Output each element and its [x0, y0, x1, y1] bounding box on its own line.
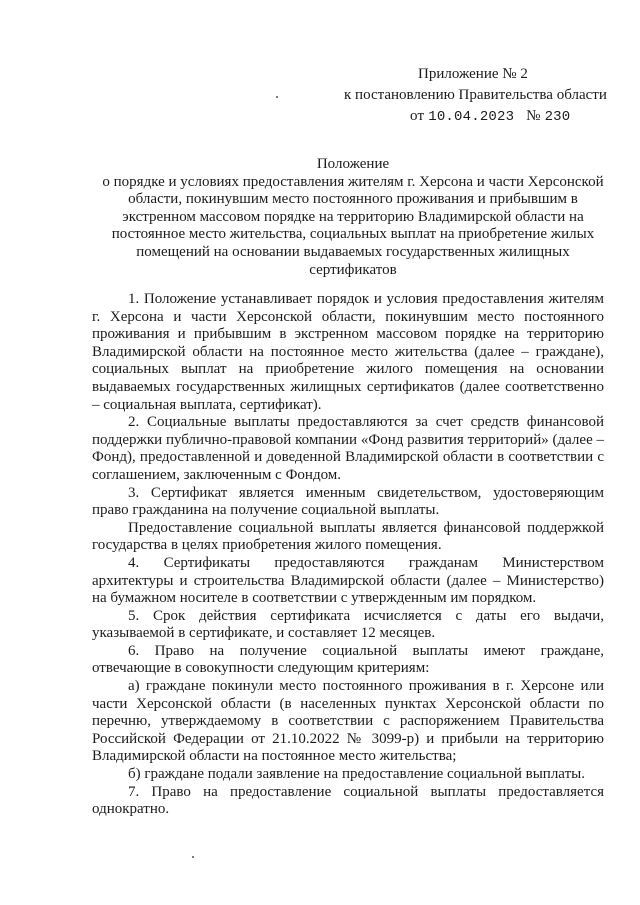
document-title: Положение — [316, 156, 390, 172]
resolution-number: 230 — [544, 109, 571, 126]
date-prefix: от — [410, 108, 425, 125]
paragraph-1: 1. Положение устанавливает порядок и условия предоставления жителям г. Херсона и части Херсонской области, покинувшим место постоянного проживания и прибывшим в экстренном массовом порядке на территорию Владимирской области на постоянное место жительства (далее – граждане), социальных выплат на приобретение жилого помещения на основании выдаваемых государственных жилищных сертификатов (далее соответственно – социальная выплата, сертификат). — [92, 291, 604, 413]
attachment-resolution-ref: к постановлению Правительства области — [344, 86, 607, 103]
resolution-date: 10.04.2023 — [428, 109, 515, 126]
paragraph-2: 2. Социальные выплаты предоставляются за счет средств финансовой поддержки публично-правовой компании «Фонд развития территорий» (далее – Фонд), предоставленной и доведенной Владимирской области в соответствии с соглашением, заключенным с Фондом. — [92, 414, 604, 483]
attachment-header — [330, 66, 610, 127]
paragraph-6: 6. Право на получение социальной выплаты имеют граждане, отвечающие в совокупности следующим критериям: — [92, 642, 604, 677]
paragraph-6a: а) граждане покинули место постоянного проживания в г. Херсоне или части Херсонской области (в населенных пунктах Херсонской области по перечню, утверждаемому в соответствии с распоряжением Правительства Российской Федерации от 21.10.2022 № 3099-р) и прибыли на территорию Владимирской области на постоянное место жительства; — [92, 678, 604, 765]
scan-speck — [276, 96, 278, 98]
document-body — [92, 291, 604, 819]
paragraph-6b: б) граждане подали заявление на предоставление социальной выплаты. — [128, 766, 585, 783]
document-subtitle: о порядке и условиях предоставления жителям г. Херсона и части Херсонской области, покинувшим место постоянного проживания и прибывшим в экстренном массовом порядке на территорию Владимирской области на постоянное место жительства, социальных выплат на приобретение жилых помещений на основании выдаваемых государственных жилищных сертификатов — [102, 173, 604, 278]
number-prefix: № — [526, 108, 541, 125]
paragraph-3-continued: Предоставление социальной выплаты является финансовой поддержкой государства в целях приобретения жилого помещения. — [92, 519, 604, 554]
paragraph-3: 3. Сертификат является именным свидетельством, удостоверяющим право гражданина на получение социальной выплаты. — [92, 484, 604, 519]
paragraph-7: 7. Право на предоставление социальной выплаты предоставляется однократно. — [92, 783, 604, 818]
title-block — [92, 156, 614, 279]
attachment-label: Приложение № 2 — [418, 66, 528, 82]
paragraph-4: 4. Сертификаты предоставляются гражданам Министерством архитектуры и строительства Владимирской области (далее – Министерство) на бумажном носителе в соответствии с утвержденным им порядком. — [92, 554, 604, 607]
scan-speck — [192, 856, 194, 858]
attachment-date-number — [330, 108, 610, 127]
paragraph-5: 5. Срок действия сертификата исчисляется с даты его выдачи, указываемой в сертификате, и составляет 12 месяцев. — [92, 607, 604, 642]
